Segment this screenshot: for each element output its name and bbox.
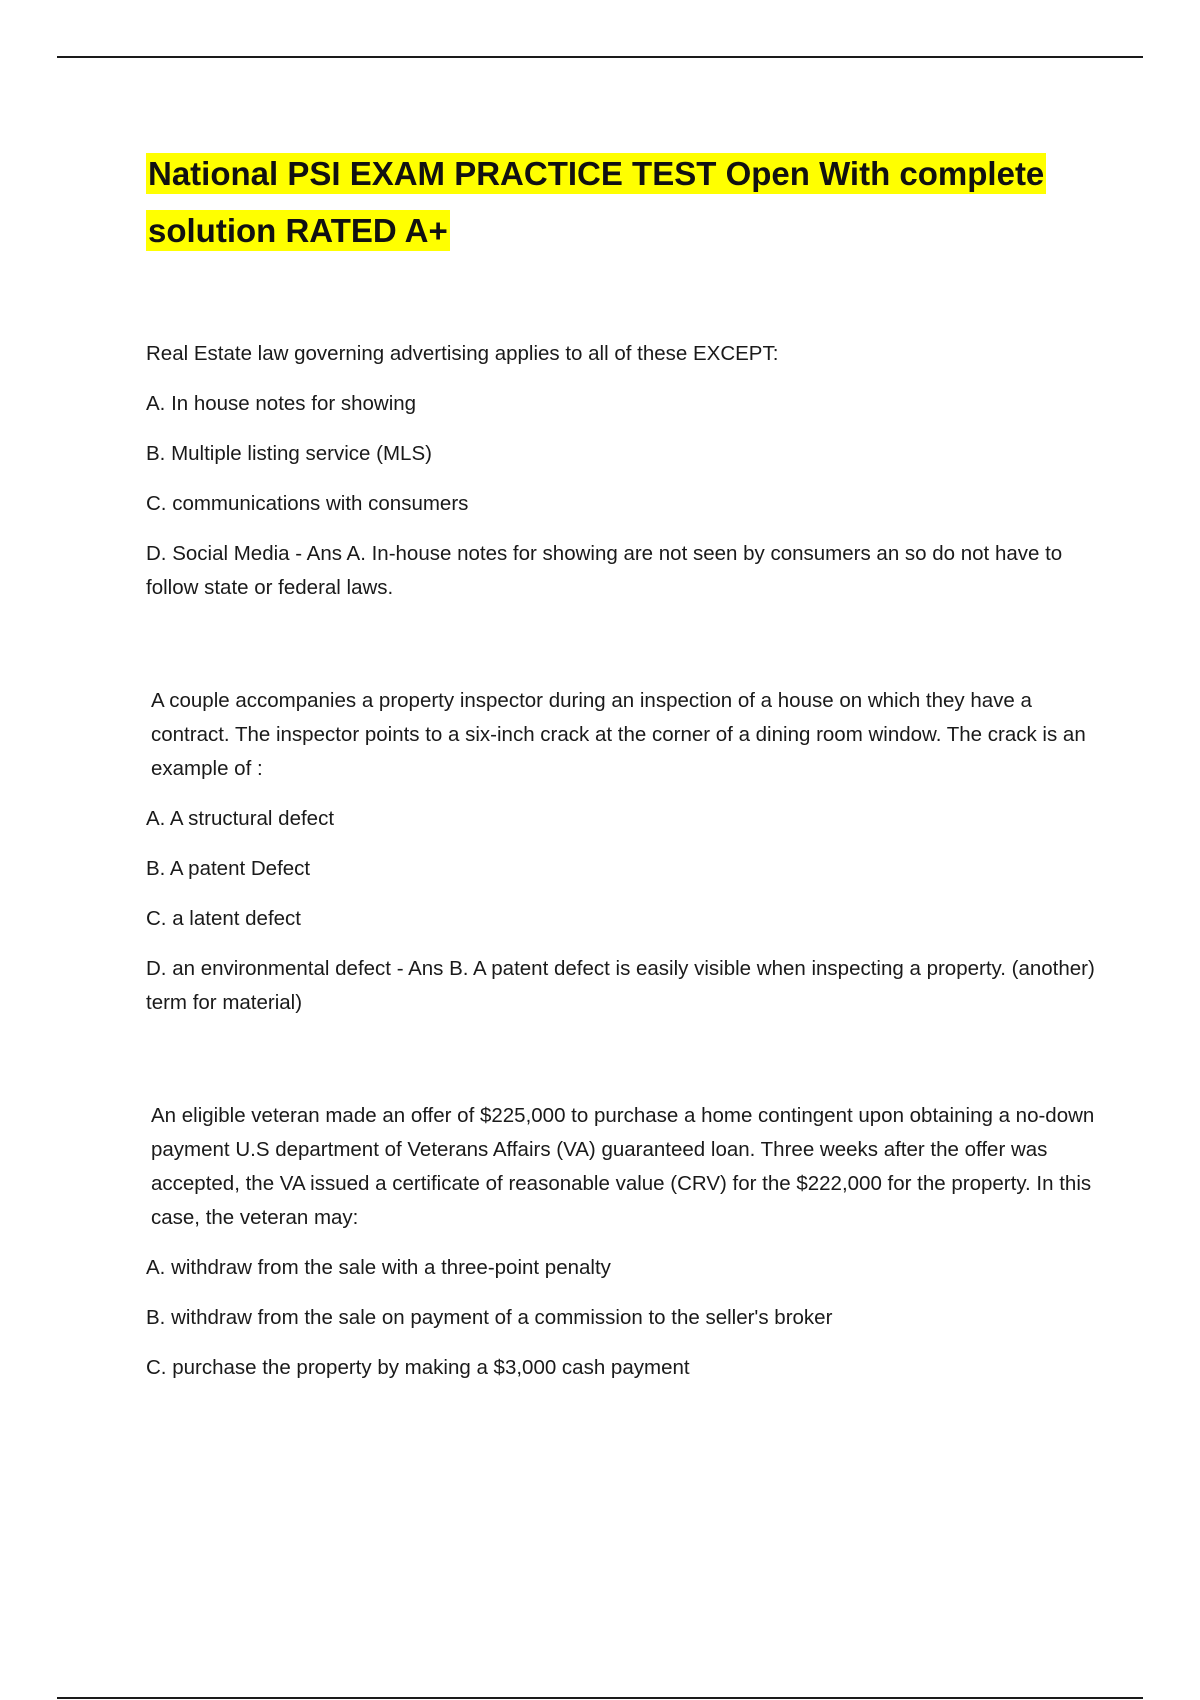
question-2 bbox=[146, 684, 1106, 1020]
title-highlight: National PSI EXAM PRACTICE TEST Open With complete solution RATED A+ bbox=[148, 155, 1045, 249]
answer-option: B. Multiple listing service (MLS) bbox=[146, 442, 432, 465]
question-1 bbox=[146, 337, 1106, 605]
question-3 bbox=[146, 1099, 1106, 1385]
answer-option: C. purchase the property by making a $3,000 cash payment bbox=[146, 1356, 690, 1379]
footer-rule bbox=[57, 1697, 1143, 1699]
answer-option: B. A patent Defect bbox=[146, 857, 311, 880]
answer-option-with-answer: D. Social Media - Ans A. In-house notes for showing are not seen by consumers an so do not have to follow state or federal laws. bbox=[146, 542, 1063, 599]
answer-option: C. communications with consumers bbox=[146, 492, 469, 515]
header-rule bbox=[57, 56, 1143, 58]
answer-option-with-answer: D. an environmental defect - Ans B. A patent defect is easily visible when inspecting a property. (another) term for material) bbox=[146, 957, 1095, 1014]
question-prompt: A couple accompanies a property inspector during an inspection of a house on which they have a contract. The inspector points to a six-inch crack at the corner of a dining room window. The crack is an example of : bbox=[151, 689, 1086, 780]
answer-option: A. In house notes for showing bbox=[146, 392, 417, 415]
document-title bbox=[146, 145, 1106, 259]
question-prompt: An eligible veteran made an offer of $225,000 to purchase a home contingent upon obtaining a no-down payment U.S department of Veterans Affairs (VA) guaranteed loan. Three weeks after the offer was accepted, the VA issued a certificate of reasonable value (CRV) for the $222,000 for the property. In this case, the veteran may: bbox=[151, 1104, 1095, 1229]
document-page bbox=[146, 145, 1106, 1464]
question-prompt: Real Estate law governing advertising applies to all of these EXCEPT: bbox=[146, 342, 779, 365]
answer-option: A. A structural defect bbox=[146, 807, 335, 830]
question-list bbox=[146, 337, 1106, 1385]
answer-option: C. a latent defect bbox=[146, 907, 301, 930]
answer-option: A. withdraw from the sale with a three-point penalty bbox=[146, 1256, 611, 1279]
answer-option: B. withdraw from the sale on payment of a commission to the seller's broker bbox=[146, 1306, 833, 1329]
